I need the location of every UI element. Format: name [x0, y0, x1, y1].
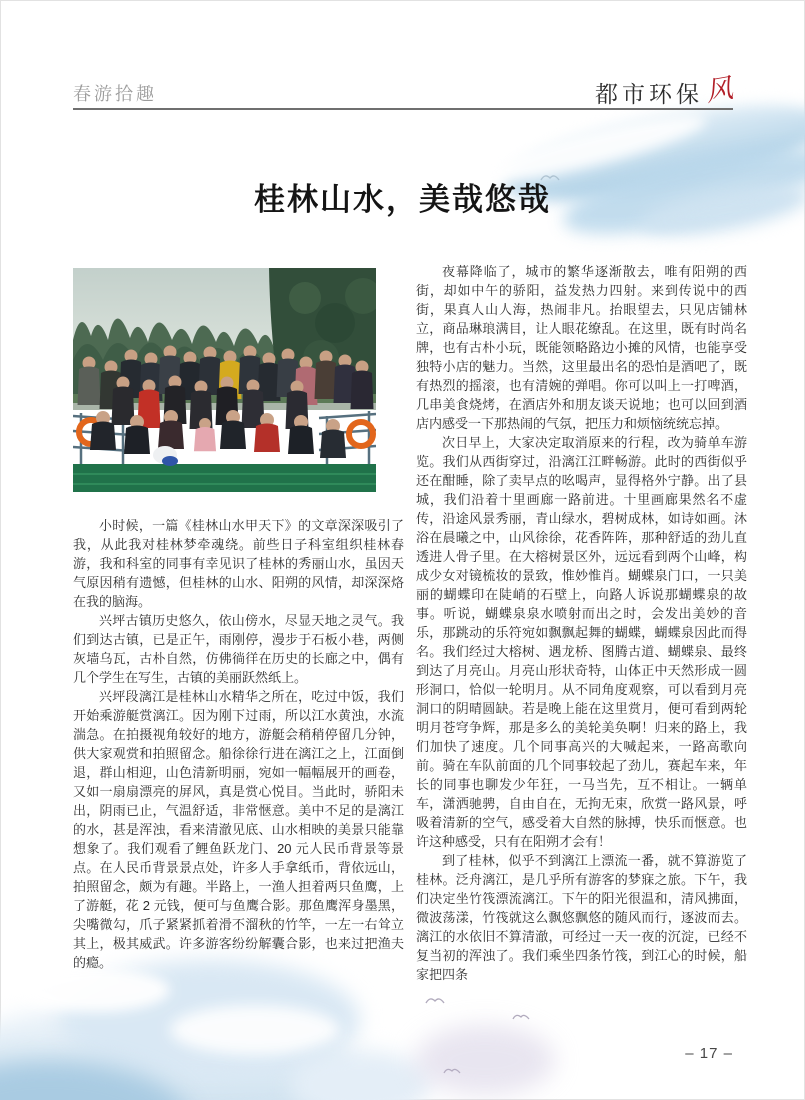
- left-column: [73, 516, 404, 972]
- section-title: 春游拾趣: [73, 84, 157, 104]
- page-header: [73, 66, 733, 106]
- group-photo-illustration: [73, 268, 376, 492]
- article-paragraph: 小时候，一篇《桂林山水甲天下》的文章深深吸引了我，从此我对桂林梦牵魂绕。前些日子科室组织桂林春游，我和科室的同事有幸见识了桂林的秀丽山水，虽因天气原因稍有遗憾，但桂林的山水、阳朔的风情，却深深烙在我的脑海。: [73, 518, 404, 609]
- header-rule: [73, 108, 733, 110]
- magazine-logo-text: 都市环保: [595, 82, 703, 107]
- bird-icon: [425, 995, 445, 1005]
- article-paragraph: 到了桂林，似乎不到漓江上漂流一番，就不算游览了桂林。泛舟漓江，是几乎所有游客的梦寐之旅。下午，我们决定坐竹筏漂流漓江。下午的阳光很温和，清风拂面，微波荡漾，竹筏就这么飘悠飘悠的随风而行，逐波而去。漓江的水依旧不算清澈，可经过一天一夜的沉淀，已经不复当初的浑浊了。我们乘坐四条竹筏，到江心的时候，船家把四条: [416, 853, 747, 982]
- bird-icon: [443, 1066, 461, 1075]
- article-title: 桂林山水，美哉悠哉: [254, 182, 551, 217]
- wind-glyph-icon: 风: [703, 72, 735, 108]
- article-photo: [73, 268, 376, 492]
- photo-deck: [73, 464, 376, 492]
- article-paragraph: 兴坪段漓江是桂林山水精华之所在，吃过中饭，我们开始乘游艇赏漓江。因为刚下过雨，所以江水黄浊，水流湍急。在拍摄视角较好的地方，游艇会稍稍停留几分钟，供大家观赏和拍照留念。船徐徐行进在漓江之上，江面倒退，群山相迎，山色清新明丽，宛如一幅幅展开的画卷，又如一扇扇漂亮的屏风，真是赏心悦目。当此时，骄阳未出，阴雨已止，气温舒适，非常惬意。美中不足的是漓江的水，甚是浑浊，看来清澈见底、山水相映的美景只能靠想象了。我们观看了鲤鱼跃龙门、20 元人民币背景等景点。在人民币背景景点处，许多人手拿纸币，背依远山，拍照留念，颇为有趣。半路上，一渔人担着两只鱼鹰，上了游艇，花 2 元钱，便可与鱼鹰合影。那鱼鹰浑身墨黑，尖嘴微勾，爪子紧紧抓着滑不溜秋的竹竿，一左一右耸立其上，极其威武。许多游客纷纷解囊合影，也来过把渔夫的瘾。: [73, 689, 404, 970]
- article-paragraph: 兴坪古镇历史悠久，依山傍水，尽显天地之灵气。我们到达古镇，已是正午，雨刚停，漫步于石板小巷，两侧灰墙乌瓦，古朴自然，仿佛徜徉在历史的长廊之中，偶有几个学生在写生，古镇的美丽跃然纸上。: [73, 613, 404, 685]
- article-paragraph: 夜幕降临了，城市的繁华逐渐散去，唯有阳朔的西街，却如中午的骄阳，益发热力四射。来到传说中的西街，果真人山人海，热闹非凡。抬眼望去，只见店铺林立，商品琳琅满目，让人眼花缭乱。在这里，既有时尚名牌，也有古朴小玩，既能领略路边小摊的风情，也能享受独特小店的魅力。当然，这里最出名的恐怕是酒吧了，既有热烈的摇滚，也有清婉的弹唱。你可以叫上一打啤酒，几串美食烧烤，在酒店外和朋友谈天说地；也可以回到酒店内感受一下那热闹的气氛，把压力和烦恼统统忘掉。: [416, 264, 747, 431]
- magazine-logo: [595, 72, 735, 108]
- page-number: – 17 –: [685, 1045, 733, 1062]
- cloud-blob: [20, 968, 170, 1012]
- cloud-blob: [170, 1005, 340, 1055]
- cloud-blob: [415, 1025, 555, 1095]
- bird-icon: [512, 1012, 530, 1021]
- article-paragraph: 次日早上，大家决定取消原来的行程，改为骑单车游览。我们从西街穿过，沿漓江江畔畅游。此时的西街似乎还在酣睡，除了卖早点的吆喝声，显得格外宁静。出了县城，我们沿着十里画廊一路前进。十里画廊果然名不虚传，沿途风景秀丽，青山绿水，碧树成林，如诗如画。沐浴在晨曦之中，山风徐徐，花香阵阵，那种舒适的劲儿直透进人骨子里。在大榕树景区外，远远看到两个山峰，构成少女对镜梳妆的景致，惟妙惟肖。蝴蝶泉门口，一只美丽的蝴蝶印在陡峭的石壁上，向路人诉说那蝴蝶泉的故事。听说，蝴蝶泉泉水喷射而出之时，会发出美妙的音乐，那跳动的乐符宛如飘飘起舞的蝴蝶，蝴蝶泉因此而得名。我们经过大榕树、遇龙桥、图腾古道、蝴蝶泉、最终到达了月亮山。月亮山形状奇特，山体正中天然形成一圆形洞口，恰似一轮明月。从不同角度观察，可以看到月亮洞口的阴晴圆缺。若是晚上能在这里赏月，便可看到两轮明月苍穹争辉，那是多么的美轮美奂啊！归来的路上，我们加快了速度。几个同事高兴的大喊起来，一路高歌向前。骑在车队前面的几个同事较起了劲儿，赛起车来，年长的同事也聊发少年狂，一马当先，互不相让。一辆单车，潇洒驰骋，自由自在，无拘无束，欣赏一路风景，呼吸着清新的空气，感受着大自然的脉搏，快乐而惬意。也许这种感受，只有在阳朔才会有！: [416, 435, 747, 849]
- right-column: [416, 262, 747, 984]
